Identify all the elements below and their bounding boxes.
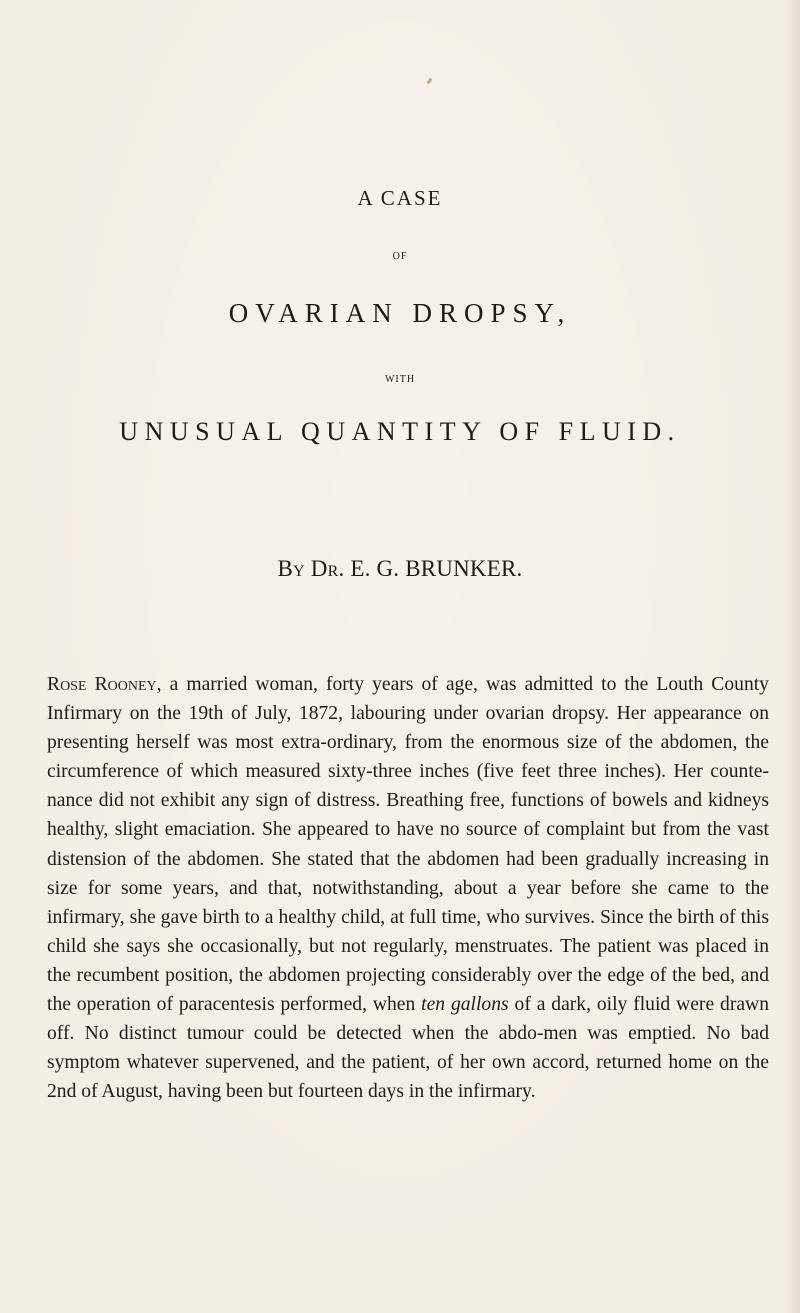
- title-line-ovarian-dropsy: OVARIAN DROPSY,: [228, 298, 572, 328]
- title-line-a-case: A CASE: [357, 186, 443, 210]
- paper-speck: [427, 78, 433, 85]
- title-line-unusual-quantity: UNUSUAL QUANTITY OF FLUID.: [119, 417, 681, 446]
- paragraph-text-part2: of a dark, oily fluid were drawn off. No distinct tumour could be detected when the abdo-men was emptied. No bad symptom whatever supervened, and the patient, of her own accord, returned home on the 2nd of August, having been but fourteen days in the infirmary.: [47, 994, 769, 1103]
- title-line-with: WITH: [384, 374, 416, 385]
- paragraph-text-part1: a married woman, forty years of age, was admitted to the Louth County Infirmary on the 19th of July, 1872, labouring under ovarian dropsy. Her appearance on presenting herself was most extra-ordinary, from the enormous size of the abdomen, the circumference of which measured sixty-three inches (five feet three inches). Her counte-nance did not exhibit any sign of distress. Breathing free, functions of bowels and kidneys healthy, slight emaciation. She appeared to have no source of complaint but from the vast distension of the abdomen. She stated that the abdomen had been gradually increasing in size for some years, and that, notwithstanding, about a year before she came to the infirmary, she gave birth to a healthy child, at full time, who survives. Since the birth of this child she says she occasionally, but not regularly, menstruates. The patient was placed in the recumbent position, the abdomen projecting considerably over the edge of the bed, and the operation of paracentesis performed, when: [47, 674, 769, 1016]
- paragraph-italic-quantity: ten gallons: [421, 994, 509, 1016]
- author-byline: By Dr. E. G. BRUNKER.: [277, 556, 523, 581]
- patient-name: Rose Rooney,: [47, 674, 162, 695]
- title-line-of: OF: [392, 251, 408, 262]
- case-paragraph: [47, 670, 769, 1106]
